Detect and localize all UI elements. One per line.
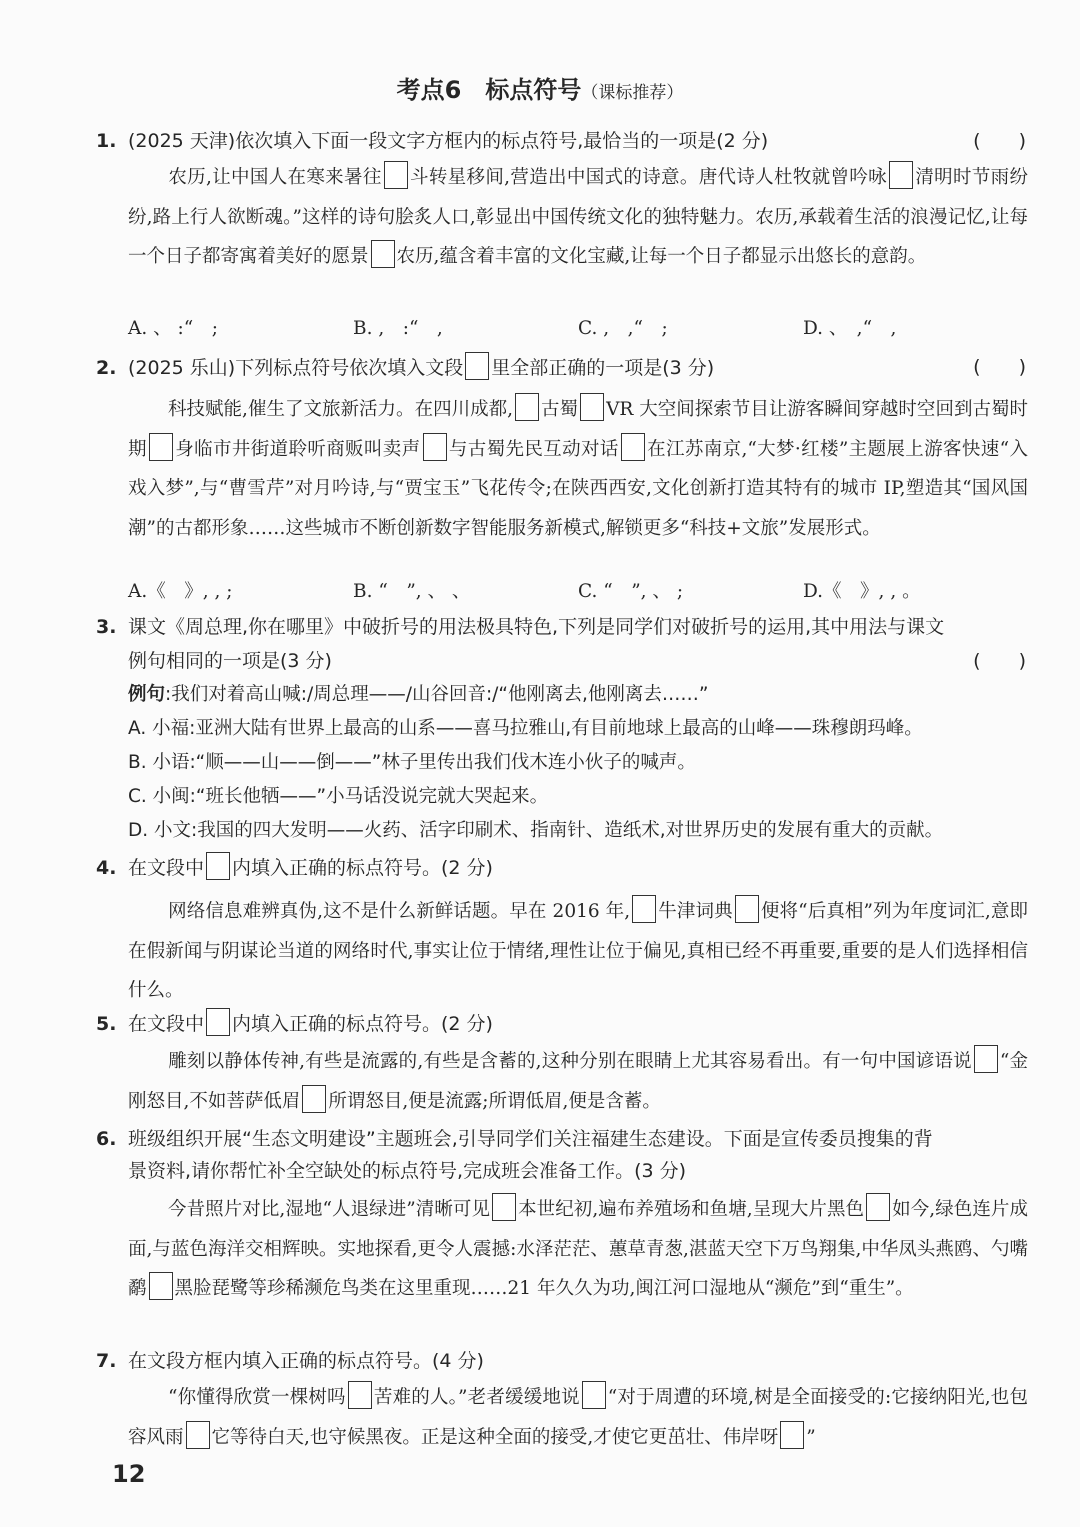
- question-text: (2025 乐山)下列标点符号依次填入文段: [128, 357, 464, 379]
- question-4-passage: 网络信息难辨真伪,这不是什么新鲜话题。早在 2016 年, 牛津词典 便将“后真相”列为年度词汇,意即在假新闻与阴谋论当道的网络时代,事实让位于情绪,理性让位于偏见,真相已经不再重要,重要的是人们选择相信什么。: [128, 892, 1028, 1011]
- question-text: 课文《周总理,你在哪里》中破折号的用法极具特色,下列是同学们对破折号的运用,其中用法与课文: [128, 616, 945, 638]
- option-a: A. 、 :“ ;: [128, 318, 218, 339]
- blank-box[interactable]: [632, 895, 656, 923]
- question-5-passage: 雕刻以静体传神,有些是流露的,有些是含蓄的,这种分别在眼睛上尤其容易看出。有一句中国谚语说 “金刚怒目,不如菩萨低眉 所谓怒目,便是流露;所谓低眉,便是含蓄。: [128, 1042, 1028, 1121]
- blank-box[interactable]: [515, 393, 539, 421]
- question-text: 在文段中: [128, 857, 205, 879]
- option-a: A.《 》, , ;: [128, 581, 233, 602]
- section-title-main: 考点6 标点符号: [396, 76, 582, 104]
- blank-box[interactable]: [889, 161, 913, 189]
- question-number: 1.: [96, 130, 117, 152]
- question-7-passage: “你懂得欣赏一棵树吗 苦难的人。”老者缓缓地说 “对于周遭的环境,树是全面接受的:它接纳阳光,也包容风雨 它等待白天,也守候黑夜。正是这种全面的接受,才使它更茁壮、伟岸呀 ”: [128, 1378, 1028, 1457]
- question-text: 内填入正确的标点符号。(2 分): [232, 857, 493, 879]
- blank-box-sample: [465, 352, 489, 380]
- question-text: 在文段中: [128, 1013, 205, 1035]
- option-c: C. , ,“ ;: [578, 318, 668, 339]
- option-d: D. 小文:我国的四大发明——火药、活字印刷术、指南针、造纸术,对世界历史的发展有重大的贡献。: [128, 820, 944, 841]
- example-label: 例句: [128, 684, 166, 705]
- question-text: 在文段方框内填入正确的标点符号。(4 分): [128, 1350, 484, 1372]
- question-text: 例句相同的一项是(3 分): [128, 650, 332, 672]
- question-number: 3.: [96, 616, 117, 638]
- option-c: C. “ ”, 、 ;: [578, 581, 684, 602]
- question-5-stem: [96, 1008, 1032, 1039]
- question-number: 6.: [96, 1128, 117, 1150]
- section-title-sub: （课标推荐）: [581, 83, 684, 103]
- answer-paren: ( ): [973, 650, 1026, 672]
- blank-box[interactable]: [735, 895, 759, 923]
- answer-paren: ( ): [973, 356, 1026, 378]
- blank-box[interactable]: [866, 1193, 890, 1221]
- question-text: (2025 天津)依次填入下面一段文字方框内的标点符号,最恰当的一项是(2 分): [128, 130, 769, 152]
- question-7-stem: [96, 1346, 1032, 1376]
- blank-box[interactable]: [302, 1085, 326, 1113]
- page-number: 12: [112, 1460, 146, 1488]
- blank-box[interactable]: [149, 1272, 173, 1300]
- blank-box[interactable]: [186, 1421, 210, 1449]
- example-sentence: [128, 680, 1038, 710]
- question-3-stem-line2: [128, 646, 1032, 676]
- blank-box[interactable]: [492, 1193, 516, 1221]
- question-2-passage: 科技赋能,催生了文旅新活力。在四川成都, 古蜀 VR 大空间探索节目让游客瞬间穿越时空回到古蜀时期 身临市井街道聆听商贩叫卖声 与古蜀先民互动对话 在江苏南京,“大梦·红楼”主题展上游客快速“入戏入梦”,与“曹雪芹”对月吟诗,与“贾宝玉”飞花传令;在陕西西安,文化创新打造其特有的城市 IP,塑造其“国风国潮”的古都形象……这些城市不断创新数字智能服务新模式,解锁更多“科技+文旅”发展形式。: [128, 390, 1028, 548]
- blank-box[interactable]: [582, 1381, 606, 1409]
- example-text: :我们对着高山喊:/周总理——/山谷回音:/“他刚离去,他刚离去……”: [165, 684, 709, 705]
- option-d: D.《 》, , 。: [803, 581, 921, 602]
- question-number: 2.: [96, 357, 117, 379]
- question-6-stem: [96, 1124, 1032, 1154]
- blank-box[interactable]: [371, 240, 395, 268]
- blank-box[interactable]: [384, 161, 408, 189]
- blank-box[interactable]: [780, 1421, 804, 1449]
- blank-box[interactable]: [580, 393, 604, 421]
- question-2-stem: [96, 352, 1032, 383]
- question-3-stem: [96, 612, 1032, 642]
- option-b: B. , :“ ,: [353, 318, 443, 339]
- blank-box[interactable]: [149, 433, 173, 461]
- question-number: 5.: [96, 1013, 117, 1035]
- question-number: 7.: [96, 1350, 117, 1372]
- question-6-stem-line2: [128, 1156, 1032, 1186]
- question-1-stem: [96, 126, 1032, 156]
- question-6-passage: 今昔照片对比,湿地“人退绿进”清晰可见 本世纪初,遍布养殖场和鱼塘,呈现大片黑色 如今,绿色连片成面,与蓝色海洋交相辉映。实地探看,更令人震撼:水泽茫茫、蕙草青葱,湛蓝天空下万鸟翔集,中华凤头燕鸥、勺嘴鹬 黑脸琵鹭等珍稀濒危鸟类在这里重现……21 年久久为功,闽江河口湿地从“濒危”到“重生”。: [128, 1190, 1028, 1309]
- section-title: [0, 70, 1080, 105]
- blank-box[interactable]: [348, 1381, 372, 1409]
- blank-box[interactable]: [621, 433, 645, 461]
- question-1-passage: 农历,让中国人在寒来暑往 斗转星移间,营造出中国式的诗意。唐代诗人杜牧就曾吟咏 清明时节雨纷纷,路上行人欲断魂。”这样的诗句脍炙人口,彰显出中国传统文化的独特魅力。农历,承载着生活的浪漫记忆,让每一个日子都寄寓着美好的愿景 农历,蕴含着丰富的文化宝藏,让每一个日子都显示出悠长的意韵。: [128, 158, 1028, 277]
- question-text: 班级组织开展“生态文明建设”主题班会,引导同学们关注福建生态建设。下面是宣传委员搜集的背: [128, 1128, 933, 1150]
- blank-box[interactable]: [974, 1045, 998, 1073]
- question-number: 4.: [96, 857, 117, 879]
- option-a: A. 小福:亚洲大陆有世界上最高的山系——喜马拉雅山,有目前地球上最高的山峰——珠穆朗玛峰。: [128, 718, 923, 739]
- option-b: B. 小语:“顺——山——倒——”林子里传出我们伐木连小伙子的喊声。: [128, 752, 696, 773]
- answer-paren: ( ): [973, 130, 1026, 152]
- blank-box-sample: [206, 852, 230, 880]
- question-2-options: [128, 577, 1028, 607]
- question-4-stem: [96, 852, 1032, 883]
- option-d: D. 、 ,“ ,: [803, 318, 897, 339]
- question-text: 内填入正确的标点符号。(2 分): [232, 1013, 493, 1035]
- question-1-options: [128, 314, 1028, 344]
- question-text: 里全部正确的一项是(3 分): [491, 357, 715, 379]
- blank-box-sample: [206, 1008, 230, 1036]
- blank-box[interactable]: [423, 433, 447, 461]
- question-text: 景资料,请你帮忙补全空缺处的标点符号,完成班会准备工作。(3 分): [128, 1160, 687, 1182]
- option-b: B. “ ”, 、 、: [353, 581, 471, 602]
- option-c: C. 小闽:“班长他牺——”小马话没说完就大哭起来。: [128, 786, 549, 807]
